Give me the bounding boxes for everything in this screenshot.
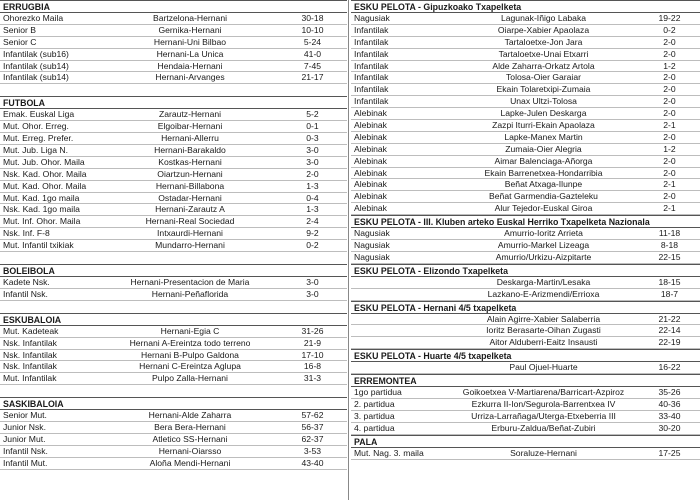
- match-cell: Beñat Atxaga-Ilunpe: [504, 179, 583, 190]
- category-cell: Ohorezko Maila: [3, 13, 64, 23]
- left-column: [0, 0, 347, 470]
- result-row: [0, 277, 347, 289]
- match-cell: Mundarro-Hernani: [155, 240, 225, 251]
- match-cell: Hernani-La Unica: [156, 48, 224, 59]
- category-cell: Mut. Nag. 3. maila: [354, 447, 424, 458]
- results-section: [351, 374, 700, 435]
- match-cell: Beñat Garmendia-Gazteleku: [489, 191, 598, 202]
- match-cell: Amurrio-Ioritz Arrieta: [504, 228, 583, 239]
- match-cell: Deskarga-Martin/Lesaka: [496, 276, 591, 287]
- result-row: [0, 37, 347, 49]
- category-cell: Emak. Euskal Liga: [3, 109, 75, 120]
- result-row: [0, 373, 347, 385]
- score-cell: 16-8: [303, 361, 322, 372]
- score-cell: 3-0: [306, 145, 319, 156]
- score-cell: 2-1: [663, 203, 676, 214]
- score-cell: 2-0: [306, 168, 319, 179]
- result-row: [351, 179, 700, 191]
- score-cell: 18-7: [660, 288, 679, 299]
- score-cell: 2-0: [663, 84, 676, 95]
- result-row: [351, 252, 700, 264]
- result-row: [351, 191, 700, 203]
- result-row: [0, 240, 347, 252]
- match-cell: Ostadar-Hernani: [158, 192, 222, 203]
- section-title: ESKUBALOIA: [0, 313, 347, 326]
- result-row: [0, 446, 347, 458]
- category-cell: Alebinak: [354, 143, 387, 154]
- section-title: ESKU PELOTA - Gipuzkoako Txapelketa: [351, 0, 700, 13]
- section-title: ERRUGBIA: [0, 0, 347, 13]
- score-cell: 19-22: [658, 13, 681, 23]
- category-cell: Mut. Inf. Ohor. Maila: [3, 216, 81, 227]
- match-cell: Hernani B-Pulpo Galdona: [141, 349, 239, 360]
- result-row: [0, 61, 347, 73]
- match-cell: Hernani-Zarautz A: [155, 204, 225, 215]
- result-row: [0, 216, 347, 228]
- result-row: [351, 240, 700, 252]
- match-cell: Tartaloetxe-Jon Jara: [504, 36, 583, 47]
- score-cell: 57-62: [301, 410, 324, 421]
- category-cell: Mut. Kadeteak: [3, 325, 59, 336]
- category-cell: Infantilak (sub14): [3, 60, 69, 71]
- match-cell: Oiarpe-Xabier Apaolaza: [497, 24, 590, 35]
- match-cell: Ekain Tolaretxipi-Zumaia: [496, 84, 591, 95]
- results-section: [351, 0, 700, 215]
- match-cell: Hernani C-Ereintza Aglupa: [139, 361, 241, 372]
- result-row: [0, 13, 347, 25]
- score-cell: 56-37: [301, 422, 324, 433]
- score-cell: 62-37: [301, 434, 324, 445]
- category-cell: Nsk. Infantilak: [3, 361, 57, 372]
- result-row: [351, 37, 700, 49]
- score-cell: 3-53: [303, 445, 322, 456]
- score-cell: 2-1: [663, 179, 676, 190]
- right-column: [351, 0, 700, 460]
- result-row: [0, 109, 347, 121]
- result-row: [351, 144, 700, 156]
- category-cell: Mut. Kad. 1go maila: [3, 192, 80, 203]
- result-row: [0, 326, 347, 338]
- section-title: BOLEIBOLA: [0, 264, 347, 277]
- score-cell: 1-2: [663, 143, 676, 154]
- section-title: SASKIBALOIA: [0, 397, 347, 410]
- category-cell: Infantil Nsk.: [3, 445, 48, 456]
- match-cell: Zarautz-Hernani: [158, 109, 222, 120]
- match-cell: Atletico SS-Hernani: [152, 434, 228, 445]
- result-row: [0, 145, 347, 157]
- result-row: [351, 325, 700, 337]
- result-row: [351, 289, 700, 301]
- results-section: [351, 264, 700, 301]
- result-row: [0, 49, 347, 61]
- match-cell: Amurrio-Markel Lizeaga: [497, 240, 590, 251]
- results-section: [0, 0, 347, 84]
- match-cell: Hernani-Allerru: [161, 133, 219, 144]
- result-row: [351, 399, 700, 411]
- score-cell: 31-26: [301, 325, 324, 336]
- category-cell: Senior C: [3, 36, 37, 47]
- match-cell: Alain Agirre-Xabier Salaberria: [486, 313, 601, 324]
- category-cell: Alebinak: [354, 203, 387, 214]
- match-cell: Hernani-Barakaldo: [154, 145, 226, 156]
- result-row: [0, 157, 347, 169]
- category-cell: Mut. Jub. Ohor. Maila: [3, 156, 85, 167]
- score-cell: 0-2: [306, 240, 319, 251]
- score-cell: 31-3: [303, 373, 322, 384]
- score-cell: 43-40: [301, 457, 324, 468]
- category-cell: Nagusiak: [354, 228, 390, 239]
- score-cell: 2-0: [663, 191, 676, 202]
- match-cell: Tartaloetxe-Unai Etxarri: [498, 48, 589, 59]
- category-cell: Nagusiak: [354, 240, 390, 251]
- result-row: [0, 410, 347, 422]
- match-cell: Lagunak-Iñigo Labaka: [500, 13, 587, 23]
- category-cell: Kadete Nsk.: [3, 277, 50, 288]
- category-cell: Mut. Infantilak: [3, 373, 57, 384]
- results-section: [0, 264, 347, 301]
- results-section: [351, 215, 700, 264]
- category-cell: Infantilak: [354, 60, 389, 71]
- match-cell: Urriza-Larrañaga/Uterga-Etxeberria III: [471, 410, 616, 421]
- category-cell: 1go partidua: [354, 387, 402, 398]
- score-cell: 9-2: [306, 228, 319, 239]
- score-cell: 5-24: [303, 36, 322, 47]
- match-cell: Erburu-Zaldua/Beñat-Zubiri: [491, 422, 596, 433]
- result-row: [351, 13, 700, 25]
- result-row: [0, 289, 347, 301]
- category-cell: Alebinak: [354, 155, 387, 166]
- match-cell: Unax Ultzi-Tolosa: [510, 96, 577, 107]
- results-section: [0, 313, 347, 385]
- score-cell: 2-0: [663, 131, 676, 142]
- category-cell: Infantilak: [354, 24, 389, 35]
- match-cell: Kostkas-Hernani: [158, 156, 222, 167]
- category-cell: 3. partidua: [354, 410, 395, 421]
- category-cell: Infantilak: [354, 72, 389, 83]
- score-cell: 1-3: [306, 180, 319, 191]
- category-cell: Infantilak (sub16): [3, 48, 69, 59]
- score-cell: 21-9: [303, 337, 322, 348]
- result-row: [0, 72, 347, 84]
- result-row: [351, 362, 700, 374]
- category-cell: Nagusiak: [354, 13, 390, 23]
- category-cell: Nsk. Infantilak: [3, 337, 57, 348]
- score-cell: 41-0: [303, 48, 322, 59]
- result-row: [0, 361, 347, 373]
- match-cell: Paul Ojuel-Huarte: [509, 362, 578, 373]
- category-cell: Senior Mut.: [3, 410, 47, 421]
- section-spacer: [0, 385, 347, 397]
- match-cell: Alur Tejedor-Euskal Giroa: [494, 203, 593, 214]
- match-cell: Aitor Alduberri-Eaitz Insausti: [489, 337, 598, 348]
- result-row: [351, 96, 700, 108]
- score-cell: 2-0: [663, 155, 676, 166]
- result-row: [351, 423, 700, 435]
- score-cell: 33-40: [658, 410, 681, 421]
- category-cell: Junior Nsk.: [3, 422, 46, 433]
- score-cell: 10-10: [301, 24, 324, 35]
- category-cell: Senior B: [3, 24, 36, 35]
- match-cell: Lazkano-E-Arizmendi/Errioxa: [487, 288, 600, 299]
- results-section: [0, 397, 347, 469]
- score-cell: 35-26: [658, 387, 681, 398]
- result-row: [0, 204, 347, 216]
- score-cell: 21-17: [301, 72, 324, 83]
- result-row: [0, 228, 347, 240]
- match-cell: Aloña Mendi-Hernani: [149, 457, 231, 468]
- score-cell: 3-0: [306, 288, 319, 299]
- result-row: [0, 181, 347, 193]
- category-cell: Infantilak: [354, 48, 389, 59]
- match-cell: Ekain Barrenetxea-Hondarribia: [484, 167, 603, 178]
- section-title: ESKU PELOTA - III. Kluben arteko Euskal Herriko Txapelketa Nazionala: [351, 215, 700, 228]
- match-cell: Hernani-Alde Zaharra: [148, 410, 232, 421]
- match-cell: Elgoibar-Hernani: [157, 121, 223, 132]
- match-cell: Ezkurra II-Ion/Segurola-Barrentxea IV: [471, 399, 616, 410]
- result-row: [351, 387, 700, 399]
- score-cell: 1-2: [663, 60, 676, 71]
- category-cell: Alebinak: [354, 108, 387, 119]
- result-row: [351, 411, 700, 423]
- score-cell: 7-45: [303, 60, 322, 71]
- score-cell: 30-18: [301, 13, 324, 23]
- score-cell: 17-10: [301, 349, 324, 360]
- match-cell: Gernika-Hernani: [158, 24, 222, 35]
- score-cell: 2-0: [663, 72, 676, 83]
- result-row: [351, 49, 700, 61]
- category-cell: Alebinak: [354, 120, 387, 131]
- score-cell: 8-18: [660, 240, 679, 251]
- score-cell: 40-36: [658, 399, 681, 410]
- match-cell: Hernani A-Ereintza todo terreno: [129, 337, 251, 348]
- result-row: [0, 25, 347, 37]
- section-title: ESKU PELOTA - Hernani 4/5 txapelketa: [351, 301, 700, 314]
- result-row: [351, 168, 700, 180]
- score-cell: 2-0: [663, 108, 676, 119]
- score-cell: 30-20: [658, 422, 681, 433]
- match-cell: Oiartzun-Hernani: [157, 168, 223, 179]
- match-cell: Hernani-Oiarsso: [158, 445, 222, 456]
- category-cell: Mut. Ohor. Erreg.: [3, 121, 69, 132]
- section-title: FUTBOLA: [0, 96, 347, 109]
- results-section: [351, 301, 700, 350]
- match-cell: Hernani-Uni Bilbao: [153, 36, 227, 47]
- match-cell: Lapke-Julen Deskarga: [500, 108, 587, 119]
- category-cell: 4. partidua: [354, 422, 395, 433]
- results-section: [0, 96, 347, 252]
- score-cell: 3-0: [306, 156, 319, 167]
- category-cell: Infantilak (sub14): [3, 72, 69, 83]
- category-cell: Mut. Erreg. Prefer.: [3, 133, 74, 144]
- score-cell: 22-19: [658, 337, 681, 348]
- category-cell: 2. partidua: [354, 399, 395, 410]
- section-title: ESKU PELOTA - Huarte 4/5 txapelketa: [351, 349, 700, 362]
- category-cell: Alebinak: [354, 179, 387, 190]
- match-cell: Zumaia-Oier Alegria: [505, 143, 582, 154]
- match-cell: Pulpo Zalla-Hernani: [152, 373, 228, 384]
- match-cell: Goikoetxea V-Martiarena/Barricart-Azpiroz: [462, 387, 625, 398]
- score-cell: 5-2: [306, 109, 319, 120]
- result-row: [0, 169, 347, 181]
- result-row: [351, 203, 700, 215]
- category-cell: Junior Mut.: [3, 434, 46, 445]
- category-cell: Alebinak: [354, 167, 387, 178]
- result-row: [0, 121, 347, 133]
- category-cell: Mut. Infantil txikiak: [3, 240, 74, 251]
- score-cell: 0-3: [306, 133, 319, 144]
- category-cell: Nagusiak: [354, 251, 390, 262]
- match-cell: Hendaia-Hernani: [157, 60, 223, 71]
- score-cell: 18-15: [658, 276, 681, 287]
- score-cell: 2-1: [663, 120, 676, 131]
- match-cell: Alde Zaharra-Orkatz Artola: [492, 60, 595, 71]
- score-cell: 2-0: [663, 167, 676, 178]
- score-cell: 16-22: [658, 362, 681, 373]
- section-spacer: [0, 252, 347, 264]
- result-row: [351, 61, 700, 73]
- result-row: [351, 228, 700, 240]
- match-cell: Aimar Balenciaga-Añorga: [494, 155, 593, 166]
- match-cell: Lapke-Manex Martin: [504, 131, 583, 142]
- score-cell: 3-0: [306, 277, 319, 288]
- result-row: [0, 422, 347, 434]
- score-cell: 17-25: [658, 447, 681, 458]
- category-cell: Infantil Nsk.: [3, 288, 48, 299]
- match-cell: Intxaurdi-Hernani: [157, 228, 223, 239]
- match-cell: Tolosa-Oier Garaiar: [506, 72, 581, 83]
- match-cell: Hernani-Peñaflorida: [151, 288, 229, 299]
- category-cell: Infantilak: [354, 96, 389, 107]
- section-title: ERREMONTEA: [351, 374, 700, 387]
- result-row: [0, 193, 347, 205]
- score-cell: 0-2: [663, 24, 676, 35]
- category-cell: Alebinak: [354, 131, 387, 142]
- section-spacer: [0, 301, 347, 313]
- column-divider: [348, 0, 349, 500]
- result-row: [351, 277, 700, 289]
- category-cell: Infantil Mut.: [3, 457, 48, 468]
- score-cell: 22-15: [658, 251, 681, 262]
- score-cell: 22-14: [658, 325, 681, 336]
- match-cell: Zazpi Iturri-Ekain Apaolaza: [492, 120, 595, 131]
- match-cell: Hernani-Presentacion de Maria: [130, 277, 250, 288]
- category-cell: Mut. Jub. Liga N.: [3, 145, 68, 156]
- result-row: [351, 337, 700, 349]
- category-cell: Nsk. Inf. F-8: [3, 228, 50, 239]
- result-row: [351, 72, 700, 84]
- match-cell: Hernani-Arvanges: [155, 72, 225, 83]
- section-title: PALA: [351, 435, 700, 448]
- score-cell: 2-0: [663, 48, 676, 59]
- result-row: [351, 156, 700, 168]
- category-cell: Mut. Kad. Ohor. Maila: [3, 180, 87, 191]
- match-cell: Soraluze-Hernani: [510, 447, 577, 458]
- match-cell: Hernani-Egia C: [160, 325, 220, 336]
- category-cell: Alebinak: [354, 191, 387, 202]
- category-cell: Nsk. Kad. Ohor. Maila: [3, 168, 87, 179]
- section-title: ESKU PELOTA - Elizondo Txapelketa: [351, 264, 700, 277]
- result-row: [0, 133, 347, 145]
- result-row: [351, 132, 700, 144]
- score-cell: 1-3: [306, 204, 319, 215]
- result-row: [0, 458, 347, 470]
- result-row: [351, 120, 700, 132]
- section-spacer: [0, 84, 347, 96]
- score-cell: 11-18: [658, 228, 681, 239]
- category-cell: Infantilak: [354, 84, 389, 95]
- results-section: [351, 435, 700, 460]
- score-cell: 2-0: [663, 96, 676, 107]
- match-cell: Ioritz Berasarte-Oihan Zugasti: [486, 325, 601, 336]
- score-cell: 0-4: [306, 192, 319, 203]
- result-row: [351, 448, 700, 460]
- match-cell: Bera Bera-Hernani: [154, 422, 226, 433]
- match-cell: Bartzelona-Hernani: [152, 13, 228, 23]
- match-cell: Hernani-Billabona: [155, 180, 225, 191]
- score-cell: 0-1: [306, 121, 319, 132]
- match-cell: Hernani-Real Sociedad: [145, 216, 235, 227]
- result-row: [0, 350, 347, 362]
- score-cell: 2-0: [663, 36, 676, 47]
- result-row: [351, 108, 700, 120]
- score-cell: 2-4: [306, 216, 319, 227]
- result-row: [0, 434, 347, 446]
- category-cell: Nsk. Infantilak: [3, 349, 57, 360]
- category-cell: Nsk. Kad. 1go maila: [3, 204, 80, 215]
- result-row: [351, 25, 700, 37]
- results-section: [351, 349, 700, 374]
- score-cell: 21-22: [658, 313, 681, 324]
- result-row: [351, 314, 700, 326]
- category-cell: Infantilak: [354, 36, 389, 47]
- result-row: [0, 338, 347, 350]
- match-cell: Amurrio/Urkizu-Aizpitarte: [495, 251, 592, 262]
- result-row: [351, 84, 700, 96]
